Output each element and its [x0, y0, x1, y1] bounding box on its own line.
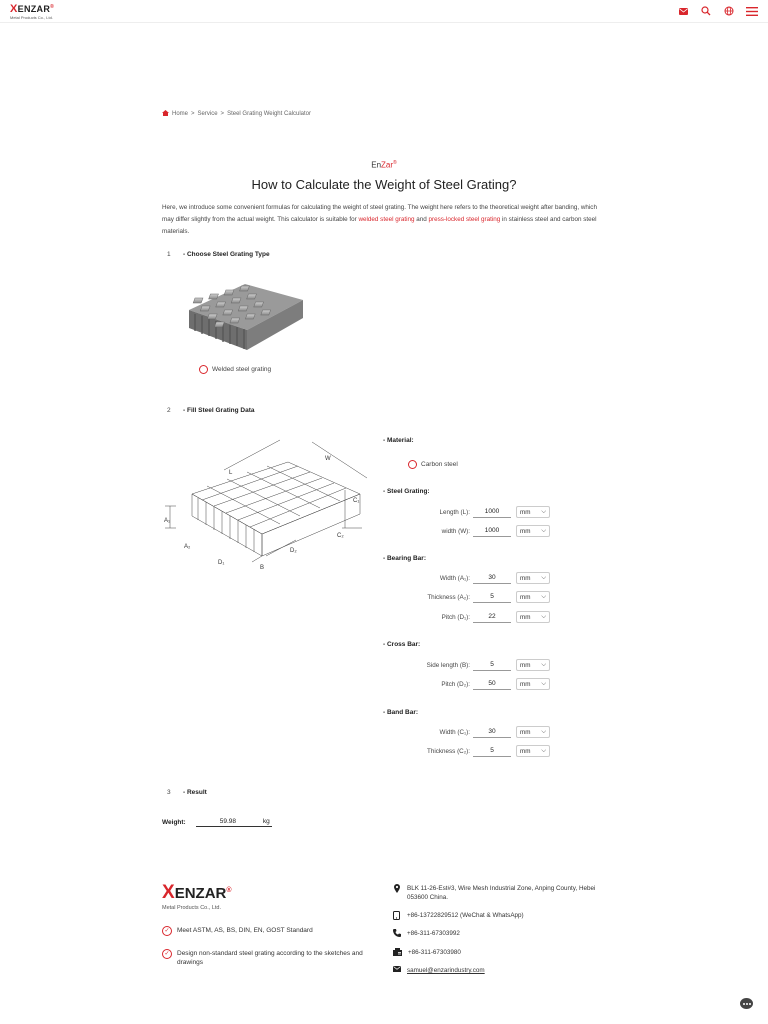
width-unit-select[interactable]: mm ⌵ [516, 525, 550, 537]
chevron-down-icon: ⌵ [541, 661, 546, 668]
check-icon: ✓ [162, 926, 172, 936]
breadcrumb-home[interactable]: Home [172, 111, 189, 117]
weight-value-box [196, 818, 272, 827]
step-2-heading: 2 - Fill Steel Grating Data [167, 407, 255, 414]
diagram-label-D1: D₁ [218, 560, 225, 566]
footer-feature: ✓ Design non-standard steel grating according to the sketches and drawings [162, 949, 377, 967]
site-logo[interactable] [10, 3, 54, 20]
contact-address: BLK 11-26-Est#3, Wire Mesh Industrial Zone, Anping County, Hebei 053600 China. [393, 884, 603, 902]
bearing-bar-heading: - Bearing Bar: [383, 555, 426, 562]
diagram-label-C2: C₂ [337, 533, 344, 539]
breadcrumb-separator: > [220, 111, 225, 117]
length-field: Length (L): 1000 mm ⌵ [383, 505, 553, 519]
chevron-down-icon: ⌵ [541, 613, 546, 620]
contact-fax: +86-311-67303980 [393, 948, 603, 957]
weight-value: 59.98 [219, 818, 236, 825]
radio-label: Carbon steel [421, 461, 458, 468]
welded-steel-grating-image[interactable] [183, 276, 305, 358]
contact-email [393, 966, 603, 975]
intro-paragraph: Here, we introduce some convenient formulas for calculating the weight of steel grating. The weight here refers to the theoretical weight after banding, which may differ slightly from the actual weight. This calculator is suitable for welded steel grating and press-locked steel grating in stainless steel and carbon steel materials. [162, 204, 597, 235]
diagram-label-A1: A₁ [164, 518, 171, 524]
steel-grating-heading: - Steel Grating: [383, 488, 430, 495]
chevron-down-icon: ⌵ [541, 527, 546, 534]
band-thickness-field: Thickness (C₂): 5 mm ⌵ [383, 744, 553, 758]
chevron-down-icon: ⌵ [541, 508, 546, 515]
cross-side-length-field: Side length (B): 5 mm ⌵ [383, 658, 553, 672]
radio-circle[interactable] [408, 460, 417, 469]
menu-icon[interactable] [746, 5, 758, 17]
bearing-pitch-unit-select[interactable]: mm ⌵ [516, 611, 550, 623]
search-icon[interactable] [700, 5, 712, 17]
breadcrumb-separator: > [191, 111, 195, 117]
breadcrumb-service[interactable]: Service [197, 111, 218, 117]
carbon-steel-radio[interactable] [408, 460, 458, 469]
bearing-pitch-field: Pitch (D₁): 22 mm ⌵ [383, 610, 553, 624]
bearing-width-unit-select[interactable]: mm ⌵ [516, 572, 550, 584]
welded-steel-grating-link[interactable]: welded steel grating [358, 216, 415, 223]
email-link[interactable]: samuel@enzarindustry.com [407, 967, 485, 974]
breadcrumb [162, 110, 311, 118]
bearing-width-field: Width (A₁): 30 mm ⌵ [383, 571, 553, 585]
brand-label: EnZar® [371, 160, 397, 170]
diagram-label-W: W [325, 456, 331, 462]
band-width-unit-select[interactable]: mm ⌵ [516, 726, 550, 738]
band-width-input[interactable] [473, 726, 511, 738]
diagram-label-C1: C₁ [353, 498, 360, 504]
grating-dimension-diagram [162, 436, 380, 576]
band-thickness-input[interactable] [473, 745, 511, 757]
fax-icon [393, 948, 402, 956]
logo-registered: ® [50, 4, 55, 10]
cross-pitch-field: Pitch (D₂): 50 mm ⌵ [383, 677, 553, 691]
width-input[interactable] [473, 525, 511, 537]
email-icon [393, 966, 401, 974]
cross-pitch-input[interactable] [473, 678, 511, 690]
chat-icon[interactable] [740, 998, 753, 1009]
material-heading: - Material: [383, 437, 414, 444]
width-field: width (W): 1000 mm ⌵ [383, 524, 553, 538]
home-icon[interactable] [162, 110, 169, 118]
cross-bar-heading: - Cross Bar: [383, 641, 421, 648]
bearing-pitch-input[interactable] [473, 611, 511, 623]
footer-logo[interactable]: XENZAR® Metal Products Co., Ltd. [162, 882, 232, 911]
welded-steel-grating-radio[interactable] [199, 365, 271, 374]
chevron-down-icon: ⌵ [541, 574, 546, 581]
page-title: How to Calculate the Weight of Steel Grating? [251, 177, 517, 192]
band-bar-heading: - Band Bar: [383, 709, 419, 716]
contact-mobile: +86-13722829512 (WeChat & WhatsApp) [393, 911, 603, 920]
logo-x: X [10, 3, 18, 15]
footer-feature: ✓ Meet ASTM, AS, BS, DIN, EN, GOST Standard [162, 926, 377, 936]
step-3-heading: 3 - Result [167, 789, 207, 796]
mail-icon[interactable] [677, 5, 689, 17]
step-1-heading: 1 - Choose Steel Grating Type [167, 251, 270, 258]
cross-pitch-unit-select[interactable]: mm ⌵ [516, 678, 550, 690]
diagram-label-B: B [260, 565, 265, 571]
location-icon [393, 884, 401, 892]
bearing-thickness-field: Thickness (A₂): 5 mm ⌵ [383, 590, 553, 604]
bearing-thickness-unit-select[interactable]: mm ⌵ [516, 591, 550, 603]
weight-unit: kg [262, 818, 270, 825]
length-unit-select[interactable]: mm ⌵ [516, 506, 550, 518]
weight-result [162, 818, 272, 827]
diagram-label-D2: D₂ [290, 548, 297, 554]
contact-phone: +86-311-67303992 [393, 929, 603, 938]
diagram-label-A2: A₂ [184, 544, 191, 550]
check-icon: ✓ [162, 949, 172, 959]
radio-circle[interactable] [199, 365, 208, 374]
breadcrumb-current: Steel Grating Weight Calculator [227, 111, 311, 117]
chevron-down-icon: ⌵ [541, 593, 546, 600]
weight-label: Weight: [162, 819, 186, 826]
bearing-width-input[interactable] [473, 572, 511, 584]
press-locked-steel-grating-link[interactable]: press-locked steel grating [428, 216, 501, 223]
logo-subtitle: Metal Products Co., Ltd. [10, 15, 53, 20]
diagram-label-L: L [229, 470, 233, 476]
cross-side-length-unit-select[interactable]: mm ⌵ [516, 659, 550, 671]
mobile-icon [393, 911, 401, 919]
band-thickness-unit-select[interactable]: mm ⌵ [516, 745, 550, 757]
band-width-field: Width (C₁): 30 mm ⌵ [383, 725, 553, 739]
logo-text: ENZAR [17, 4, 51, 14]
chevron-down-icon: ⌵ [541, 680, 546, 687]
phone-icon [393, 929, 401, 937]
bearing-thickness-input[interactable] [473, 591, 511, 603]
chevron-down-icon: ⌵ [541, 747, 546, 754]
radio-label: Welded steel grating [212, 366, 272, 373]
chevron-down-icon: ⌵ [541, 728, 546, 735]
site-header [0, 0, 768, 23]
length-input[interactable] [473, 506, 511, 518]
cross-side-length-input[interactable] [473, 659, 511, 671]
footer-logo-subtitle: Metal Products Co., Ltd. [162, 905, 221, 911]
globe-icon[interactable] [723, 5, 735, 17]
